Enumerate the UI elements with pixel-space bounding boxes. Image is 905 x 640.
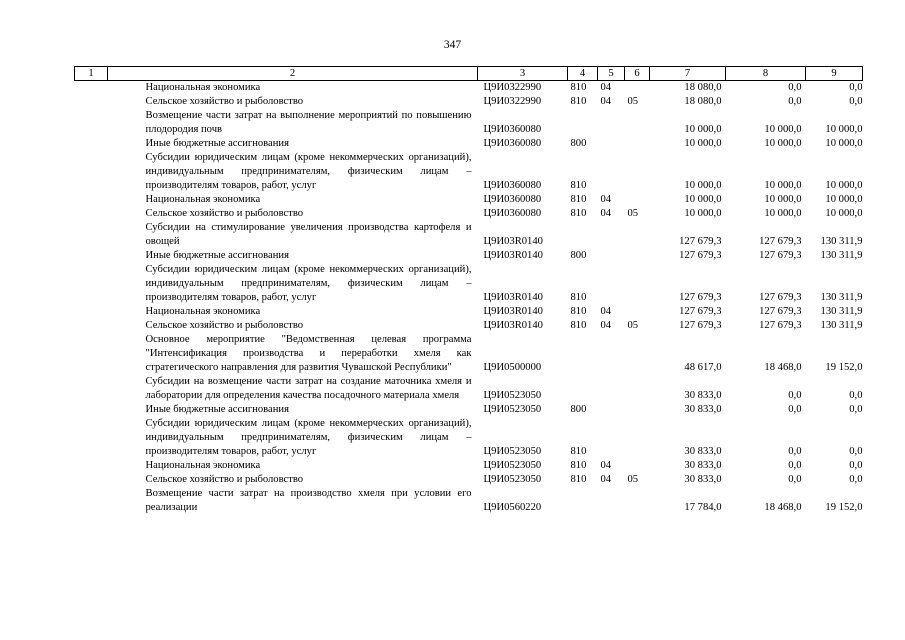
row-index-cell bbox=[75, 207, 108, 221]
row-amount-9: 0,0 bbox=[849, 446, 863, 457]
table-row bbox=[75, 333, 863, 375]
row-col-6 bbox=[625, 403, 650, 417]
row-amount-9: 130 311,9 bbox=[820, 306, 863, 317]
table-row bbox=[75, 403, 863, 417]
row-amount-8: 10 000,0 bbox=[764, 124, 802, 135]
row-amount-8: 18 468,0 bbox=[764, 502, 802, 513]
row-code: Ц9И0500000 bbox=[483, 362, 542, 373]
table-row bbox=[75, 459, 863, 473]
row-name: Основное мероприятие "Ведомственная целевая программа "Интенсификация производства и переработки хмеля как стратегического направления для развития Чувашской Республики" bbox=[145, 334, 472, 373]
row-index-cell bbox=[75, 249, 108, 263]
table-row bbox=[75, 487, 863, 515]
row-index-cell bbox=[75, 95, 108, 109]
row-index-cell bbox=[75, 487, 108, 515]
row-index-cell bbox=[75, 305, 108, 319]
row-col-5 bbox=[598, 221, 625, 249]
row-amount-9: 130 311,9 bbox=[820, 236, 863, 247]
row-amount-9: 10 000,0 bbox=[825, 180, 863, 191]
row-col-5 bbox=[598, 263, 625, 305]
row-amount-8: 10 000,0 bbox=[764, 138, 802, 149]
row-amount-8: 127 679,3 bbox=[759, 292, 802, 303]
row-name: Сельское хозяйство и рыболовство bbox=[145, 474, 304, 485]
header-col-1: 1 bbox=[75, 67, 108, 81]
row-name: Сельское хозяйство и рыболовство bbox=[145, 96, 304, 107]
row-col-6: 05 bbox=[627, 474, 639, 485]
row-amount-9: 0,0 bbox=[849, 390, 863, 401]
row-amount-7: 30 833,0 bbox=[684, 460, 722, 471]
header-col-4: 4 bbox=[568, 67, 598, 81]
row-code: Ц9И0322990 bbox=[483, 96, 542, 107]
row-amount-9: 130 311,9 bbox=[820, 320, 863, 331]
row-index-cell bbox=[75, 473, 108, 487]
row-code: Ц9И0360080 bbox=[483, 180, 542, 191]
table-row bbox=[75, 207, 863, 221]
row-col-6: 05 bbox=[627, 320, 639, 331]
row-index-cell bbox=[75, 151, 108, 193]
row-amount-8: 0,0 bbox=[788, 446, 802, 457]
row-amount-7: 30 833,0 bbox=[684, 446, 722, 457]
row-amount-9: 10 000,0 bbox=[825, 138, 863, 149]
row-name: Иные бюджетные ассигнования bbox=[145, 250, 289, 261]
row-name: Субсидии на возмещение части затрат на создание маточника хмеля и лаборатории для определения качества посадочного материала хмеля bbox=[145, 376, 472, 401]
row-amount-9: 0,0 bbox=[849, 82, 863, 93]
row-col-6 bbox=[625, 487, 650, 515]
table-row bbox=[75, 319, 863, 333]
row-code: Ц9И03R0140 bbox=[483, 320, 543, 331]
table-row bbox=[75, 151, 863, 193]
row-col-4: 810 bbox=[570, 292, 587, 303]
row-col-6 bbox=[625, 137, 650, 151]
row-col-4 bbox=[568, 375, 598, 403]
row-amount-8: 0,0 bbox=[788, 474, 802, 485]
row-col-5: 04 bbox=[600, 194, 612, 205]
row-col-6 bbox=[625, 417, 650, 459]
row-col-6: 05 bbox=[627, 208, 639, 219]
row-code: Ц9И0523050 bbox=[483, 460, 542, 471]
row-col-6 bbox=[625, 221, 650, 249]
row-code: Ц9И0360080 bbox=[483, 138, 542, 149]
row-col-5 bbox=[598, 109, 625, 137]
row-name: Иные бюджетные ассигнования bbox=[145, 404, 289, 415]
row-amount-7: 30 833,0 bbox=[684, 390, 722, 401]
row-amount-8: 0,0 bbox=[788, 390, 802, 401]
row-col-5: 04 bbox=[600, 208, 612, 219]
row-col-6 bbox=[625, 459, 650, 473]
row-col-4: 810 bbox=[570, 460, 587, 471]
row-index-cell bbox=[75, 221, 108, 249]
row-amount-8: 0,0 bbox=[788, 460, 802, 471]
row-amount-9: 130 311,9 bbox=[820, 250, 863, 261]
row-col-5 bbox=[598, 151, 625, 193]
row-col-6 bbox=[625, 81, 650, 96]
row-index-cell bbox=[75, 137, 108, 151]
header-col-3: 3 bbox=[478, 67, 568, 81]
row-col-4: 810 bbox=[570, 320, 587, 331]
row-col-6 bbox=[625, 305, 650, 319]
row-amount-9: 19 152,0 bbox=[825, 502, 863, 513]
row-col-4 bbox=[568, 487, 598, 515]
row-amount-7: 48 617,0 bbox=[684, 362, 722, 373]
row-code: Ц9И0523050 bbox=[483, 390, 542, 401]
row-col-4: 810 bbox=[570, 208, 587, 219]
row-amount-8: 18 468,0 bbox=[764, 362, 802, 373]
row-index-cell bbox=[75, 417, 108, 459]
header-row bbox=[75, 67, 863, 81]
row-index-cell bbox=[75, 333, 108, 375]
row-col-4: 810 bbox=[570, 306, 587, 317]
row-amount-8: 127 679,3 bbox=[759, 320, 802, 331]
row-amount-8: 0,0 bbox=[788, 82, 802, 93]
row-amount-7: 10 000,0 bbox=[684, 194, 722, 205]
row-amount-7: 30 833,0 bbox=[684, 474, 722, 485]
row-col-4: 800 bbox=[570, 404, 587, 415]
row-amount-7: 17 784,0 bbox=[684, 502, 722, 513]
row-index-cell bbox=[75, 263, 108, 305]
row-amount-7: 127 679,3 bbox=[679, 250, 722, 261]
table-row bbox=[75, 249, 863, 263]
row-amount-8: 127 679,3 bbox=[759, 250, 802, 261]
table-row bbox=[75, 263, 863, 305]
row-amount-9: 130 311,9 bbox=[820, 292, 863, 303]
row-index-cell bbox=[75, 81, 108, 96]
row-code: Ц9И0360080 bbox=[483, 194, 542, 205]
row-col-5: 04 bbox=[600, 82, 612, 93]
row-index-cell bbox=[75, 459, 108, 473]
row-index-cell bbox=[75, 403, 108, 417]
row-col-5 bbox=[598, 375, 625, 403]
row-col-5: 04 bbox=[600, 460, 612, 471]
row-code: Ц9И0560220 bbox=[483, 502, 542, 513]
row-name: Сельское хозяйство и рыболовство bbox=[145, 320, 304, 331]
row-col-5: 04 bbox=[600, 306, 612, 317]
row-name: Национальная экономика bbox=[145, 306, 261, 317]
row-name: Иные бюджетные ассигнования bbox=[145, 138, 289, 149]
row-amount-8: 10 000,0 bbox=[764, 208, 802, 219]
row-col-4: 810 bbox=[570, 474, 587, 485]
table-row bbox=[75, 473, 863, 487]
row-amount-7: 10 000,0 bbox=[684, 124, 722, 135]
row-amount-9: 0,0 bbox=[849, 96, 863, 107]
row-index-cell bbox=[75, 109, 108, 137]
row-code: Ц9И0523050 bbox=[483, 404, 542, 415]
row-amount-7: 30 833,0 bbox=[684, 404, 722, 415]
header-col-8: 8 bbox=[726, 67, 806, 81]
row-amount-7: 18 080,0 bbox=[684, 82, 722, 93]
header-col-5: 5 bbox=[598, 67, 625, 81]
header-col-6: 6 bbox=[625, 67, 650, 81]
row-code: Ц9И03R0140 bbox=[483, 292, 543, 303]
row-amount-7: 10 000,0 bbox=[684, 138, 722, 149]
row-col-6 bbox=[625, 109, 650, 137]
row-col-6 bbox=[625, 249, 650, 263]
row-col-5 bbox=[598, 487, 625, 515]
row-amount-8: 10 000,0 bbox=[764, 194, 802, 205]
row-amount-8: 0,0 bbox=[788, 96, 802, 107]
row-col-5 bbox=[598, 403, 625, 417]
row-code: Ц9И0523050 bbox=[483, 446, 542, 457]
row-name: Субсидии юридическим лицам (кроме некоммерческих организаций), индивидуальным предпринимателям, физическим лицам – производителям товаров, работ, услуг bbox=[145, 264, 472, 303]
row-amount-7: 10 000,0 bbox=[684, 180, 722, 191]
row-col-4 bbox=[568, 221, 598, 249]
row-col-5 bbox=[598, 249, 625, 263]
row-amount-9: 0,0 bbox=[849, 460, 863, 471]
row-index-cell bbox=[75, 319, 108, 333]
row-name: Национальная экономика bbox=[145, 82, 261, 93]
row-code: Ц9И03R0140 bbox=[483, 236, 543, 247]
row-code: Ц9И03R0140 bbox=[483, 250, 543, 261]
row-col-6 bbox=[625, 263, 650, 305]
row-name: Возмещение части затрат на выполнение мероприятий по повышению плодородия почв bbox=[145, 110, 472, 135]
header-col-2: 2 bbox=[108, 67, 478, 81]
row-col-5: 04 bbox=[600, 96, 612, 107]
header-col-9: 9 bbox=[806, 67, 863, 81]
row-amount-7: 127 679,3 bbox=[679, 236, 722, 247]
row-code: Ц9И0360080 bbox=[483, 124, 542, 135]
row-amount-7: 127 679,3 bbox=[679, 320, 722, 331]
table-row bbox=[75, 137, 863, 151]
row-col-6 bbox=[625, 375, 650, 403]
table-row bbox=[75, 95, 863, 109]
row-amount-8: 127 679,3 bbox=[759, 236, 802, 247]
row-col-4: 810 bbox=[570, 96, 587, 107]
row-col-6 bbox=[625, 193, 650, 207]
row-col-4 bbox=[568, 109, 598, 137]
table-row bbox=[75, 305, 863, 319]
row-code: Ц9И0523050 bbox=[483, 474, 542, 485]
row-name: Национальная экономика bbox=[145, 194, 261, 205]
row-col-6 bbox=[625, 333, 650, 375]
row-col-6 bbox=[625, 151, 650, 193]
row-col-4: 810 bbox=[570, 82, 587, 93]
row-code: Ц9И0360080 bbox=[483, 208, 542, 219]
row-col-4: 810 bbox=[570, 180, 587, 191]
row-col-4 bbox=[568, 333, 598, 375]
budget-table bbox=[74, 66, 863, 515]
row-amount-7: 10 000,0 bbox=[684, 208, 722, 219]
row-col-4: 800 bbox=[570, 250, 587, 261]
row-col-5 bbox=[598, 417, 625, 459]
row-name: Субсидии на стимулирование увеличения производства картофеля и овощей bbox=[145, 222, 472, 247]
row-amount-9: 10 000,0 bbox=[825, 208, 863, 219]
page-number: 347 bbox=[443, 39, 462, 51]
row-col-5 bbox=[598, 137, 625, 151]
table-row bbox=[75, 375, 863, 403]
row-amount-7: 127 679,3 bbox=[679, 292, 722, 303]
row-amount-8: 0,0 bbox=[788, 404, 802, 415]
row-amount-9: 0,0 bbox=[849, 474, 863, 485]
row-name: Возмещение части затрат на производство хмеля при условии его реализации bbox=[145, 488, 472, 513]
table-row bbox=[75, 417, 863, 459]
table-row bbox=[75, 221, 863, 249]
row-col-4: 810 bbox=[570, 446, 587, 457]
row-name: Субсидии юридическим лицам (кроме некоммерческих организаций), индивидуальным предпринимателям, физическим лицам – производителям товаров, работ, услуг bbox=[145, 152, 472, 191]
table-row bbox=[75, 109, 863, 137]
row-name: Субсидии юридическим лицам (кроме некоммерческих организаций), индивидуальным предпринимателям, физическим лицам – производителям товаров, работ, услуг bbox=[145, 418, 472, 457]
table-row bbox=[75, 193, 863, 207]
row-amount-9: 10 000,0 bbox=[825, 194, 863, 205]
row-col-5 bbox=[598, 333, 625, 375]
row-amount-8: 10 000,0 bbox=[764, 180, 802, 191]
row-col-5: 04 bbox=[600, 320, 612, 331]
row-amount-9: 0,0 bbox=[849, 404, 863, 415]
table-body bbox=[75, 81, 863, 516]
header-col-7: 7 bbox=[650, 67, 726, 81]
table-row bbox=[75, 81, 863, 96]
row-name: Сельское хозяйство и рыболовство bbox=[145, 208, 304, 219]
row-amount-7: 18 080,0 bbox=[684, 96, 722, 107]
row-col-6: 05 bbox=[627, 96, 639, 107]
row-index-cell bbox=[75, 193, 108, 207]
row-col-5: 04 bbox=[600, 474, 612, 485]
row-col-4: 810 bbox=[570, 194, 587, 205]
row-col-4: 800 bbox=[570, 138, 587, 149]
row-code: Ц9И03R0140 bbox=[483, 306, 543, 317]
row-amount-9: 19 152,0 bbox=[825, 362, 863, 373]
row-code: Ц9И0322990 bbox=[483, 82, 542, 93]
row-amount-9: 10 000,0 bbox=[825, 124, 863, 135]
row-index-cell bbox=[75, 375, 108, 403]
row-amount-8: 127 679,3 bbox=[759, 306, 802, 317]
row-name: Национальная экономика bbox=[145, 460, 261, 471]
row-amount-7: 127 679,3 bbox=[679, 306, 722, 317]
table-header bbox=[75, 67, 863, 81]
